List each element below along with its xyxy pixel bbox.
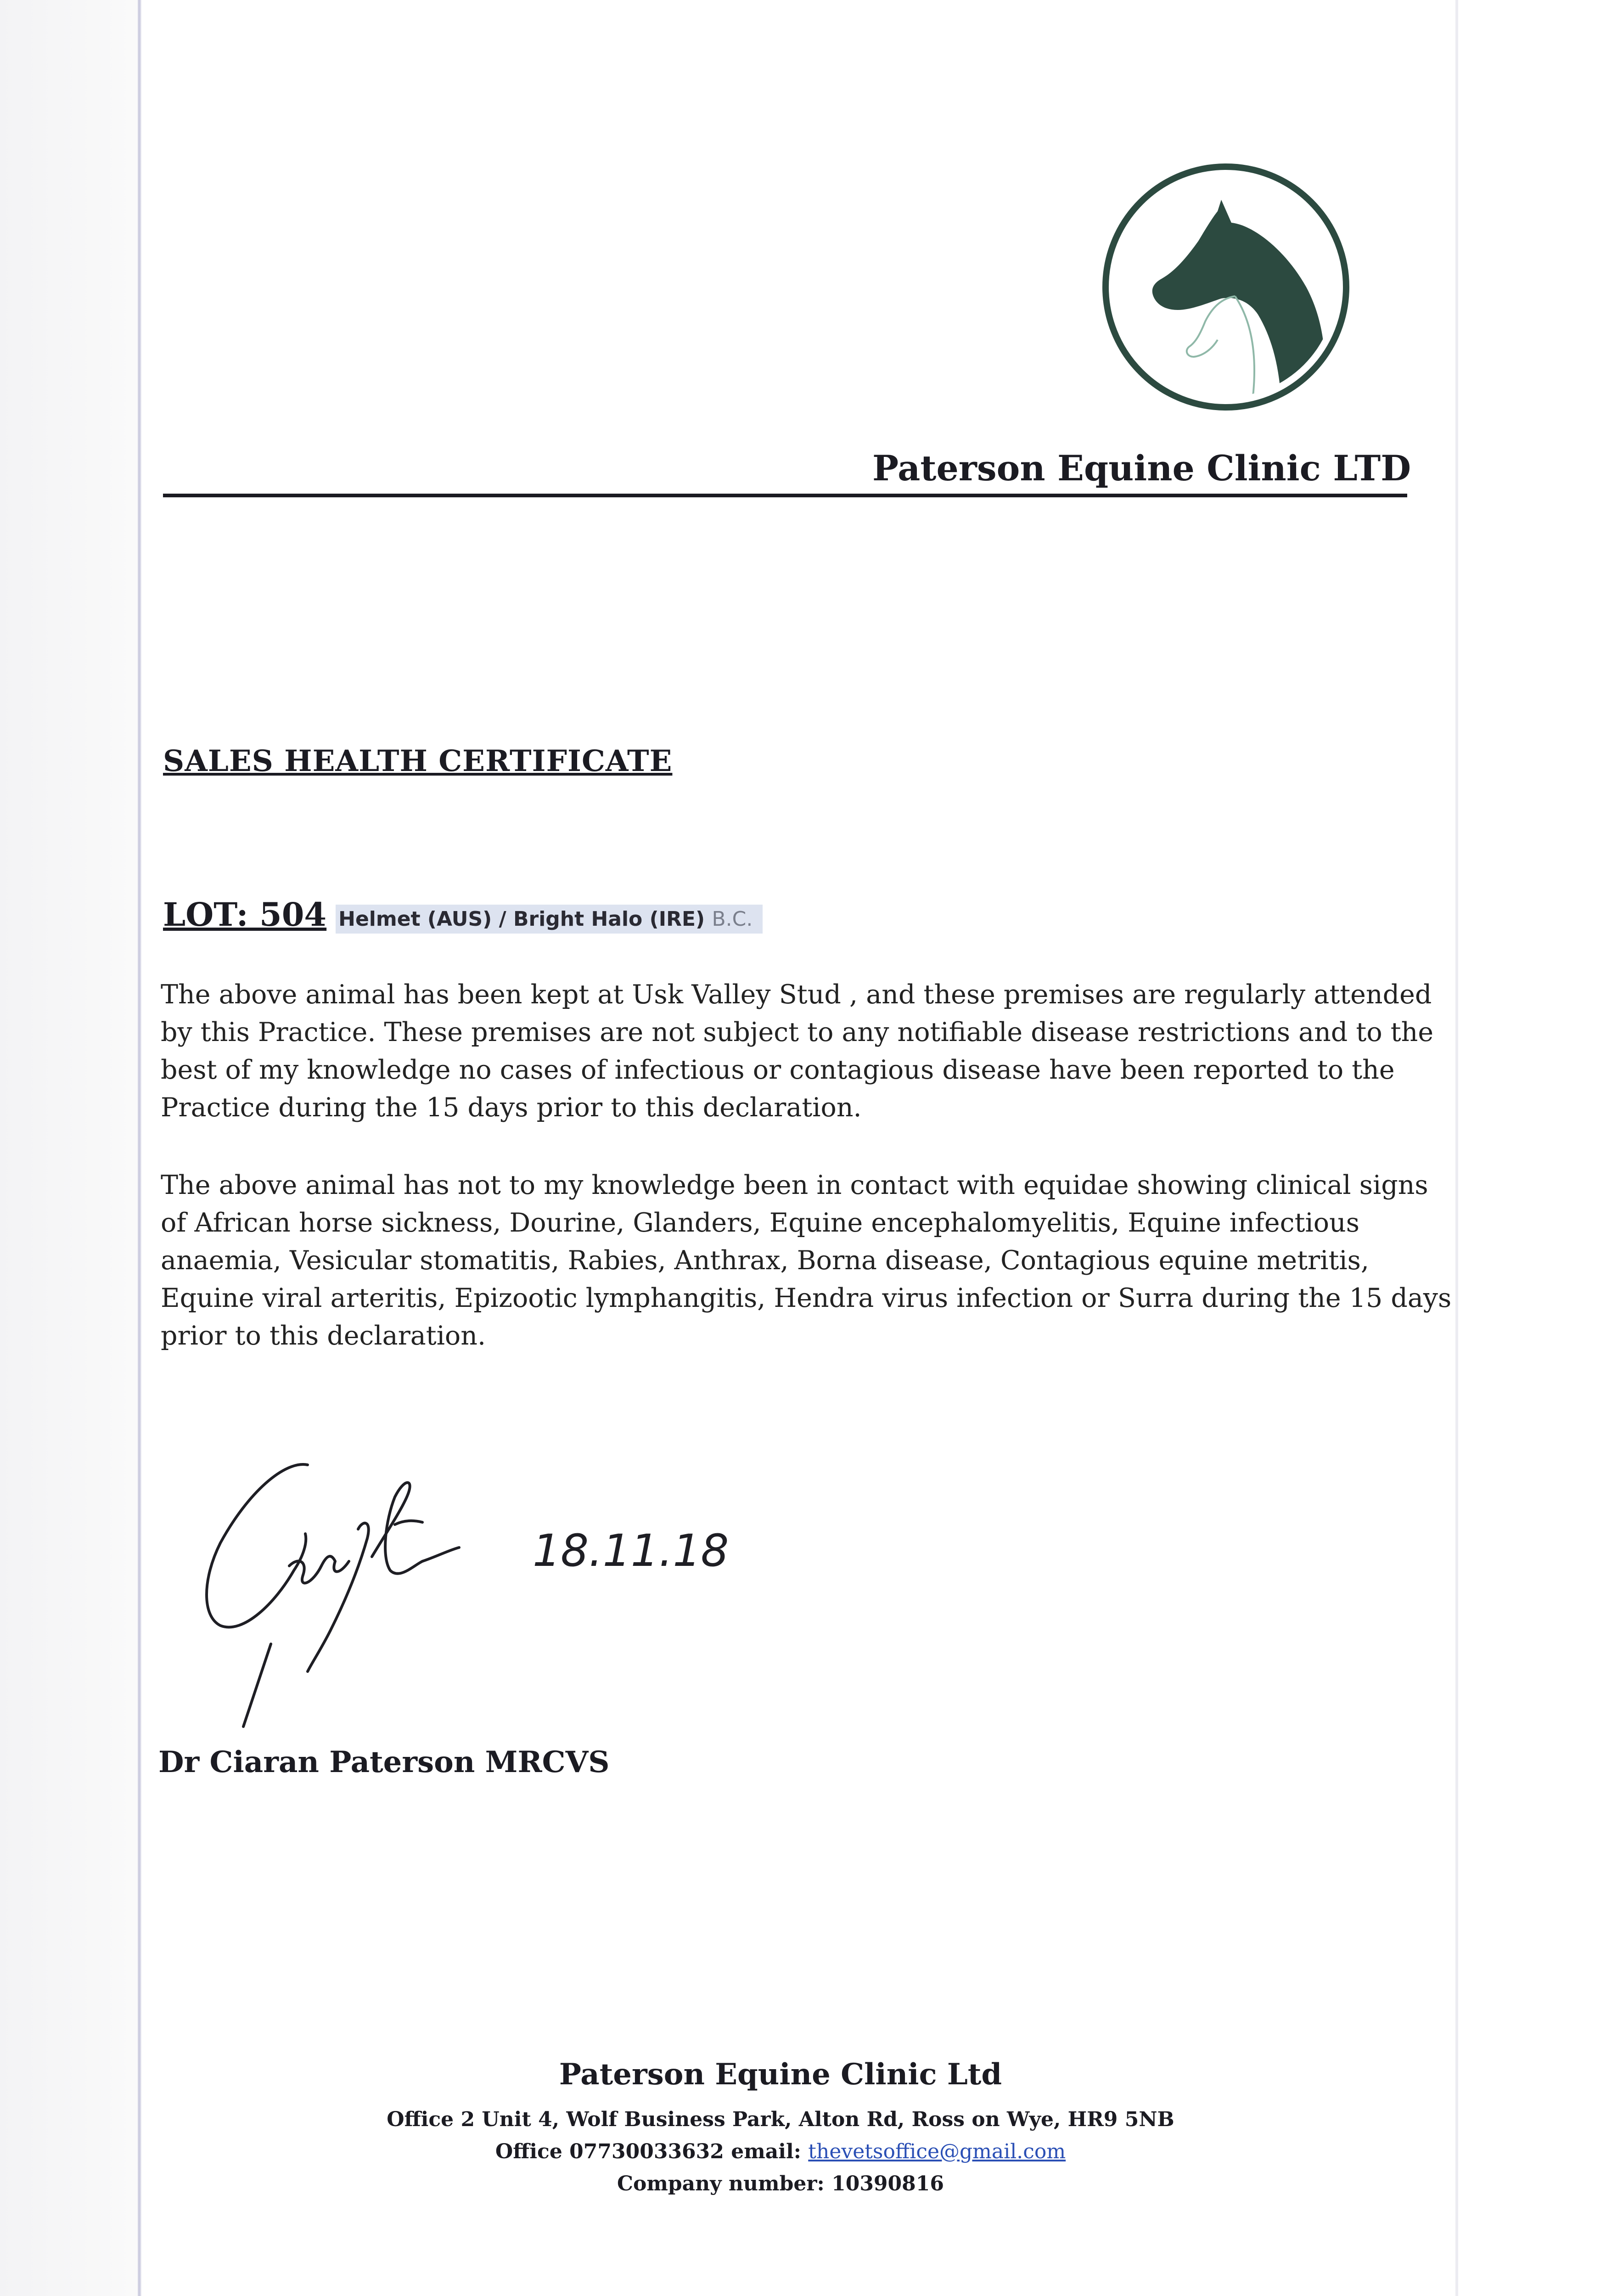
- handwritten-signature: [193, 1451, 744, 1745]
- lot-suffix: B.C.: [712, 907, 753, 931]
- premises-paragraph: [161, 976, 1434, 1126]
- footer-office-label: Office 07730033632 email:: [495, 2140, 801, 2163]
- footer-clinic-name: Paterson Equine Clinic Ltd: [559, 2057, 1002, 2092]
- lot-horse-names: Helmet (AUS) / Bright Halo (IRE): [338, 907, 705, 931]
- paragraph-line: The above animal has not to my knowledge been in contact with equidae showing clinical signs: [161, 1170, 1428, 1200]
- paragraph-line: prior to this declaration.: [161, 1321, 486, 1351]
- paragraph-line: best of my knowledge no cases of infectious or contagious disease have been reported to the: [161, 1055, 1395, 1085]
- scan-margin: [0, 0, 138, 2296]
- signatory-name: Dr Ciaran Paterson MRCVS: [158, 1745, 610, 1779]
- horse-heads-logo-icon: [1097, 158, 1354, 416]
- paragraph-line: anaemia, Vesicular stomatitis, Rabies, Anthrax, Borna disease, Contagious equine metritis,: [161, 1245, 1369, 1276]
- paragraph-line: The above animal has been kept at Usk Valley Stud , and these premises are regularly attended: [161, 979, 1432, 1010]
- clinic-header-title: Paterson Equine Clinic LTD: [872, 448, 1411, 489]
- paragraph-line: of African horse sickness, Dourine, Glanders, Equine encephalomyelitis, Equine infectious: [161, 1208, 1360, 1238]
- certificate-title: SALES HEALTH CERTIFICATE: [163, 744, 673, 778]
- paragraph-line: by this Practice. These premises are not subject to any notifiable disease restrictions and to the: [161, 1017, 1434, 1047]
- lot-description: [336, 905, 763, 934]
- footer-address: Office 2 Unit 4, Wolf Business Park, Alton Rd, Ross on Wye, HR9 5NB: [387, 2108, 1174, 2131]
- scan-edge-right: [1455, 0, 1458, 2296]
- footer-contact: [321, 2140, 1240, 2163]
- signature-date: 18.11.18: [533, 1525, 729, 1576]
- scan-edge: [138, 0, 141, 2296]
- lot-line: [163, 895, 763, 934]
- paragraph-line: Practice during the 15 days prior to this declaration.: [161, 1092, 862, 1123]
- paragraph-line: Equine viral arteritis, Epizootic lymphangitis, Hendra virus infection or Surra during the 15 days: [161, 1283, 1452, 1313]
- footer-email-link[interactable]: thevetsoffice@gmail.com: [808, 2140, 1066, 2163]
- contact-declaration-paragraph: [161, 1166, 1452, 1355]
- header-rule: [163, 494, 1407, 497]
- lot-label: LOT: 504: [163, 895, 327, 934]
- footer-company-number: Company number: 10390816: [617, 2172, 944, 2195]
